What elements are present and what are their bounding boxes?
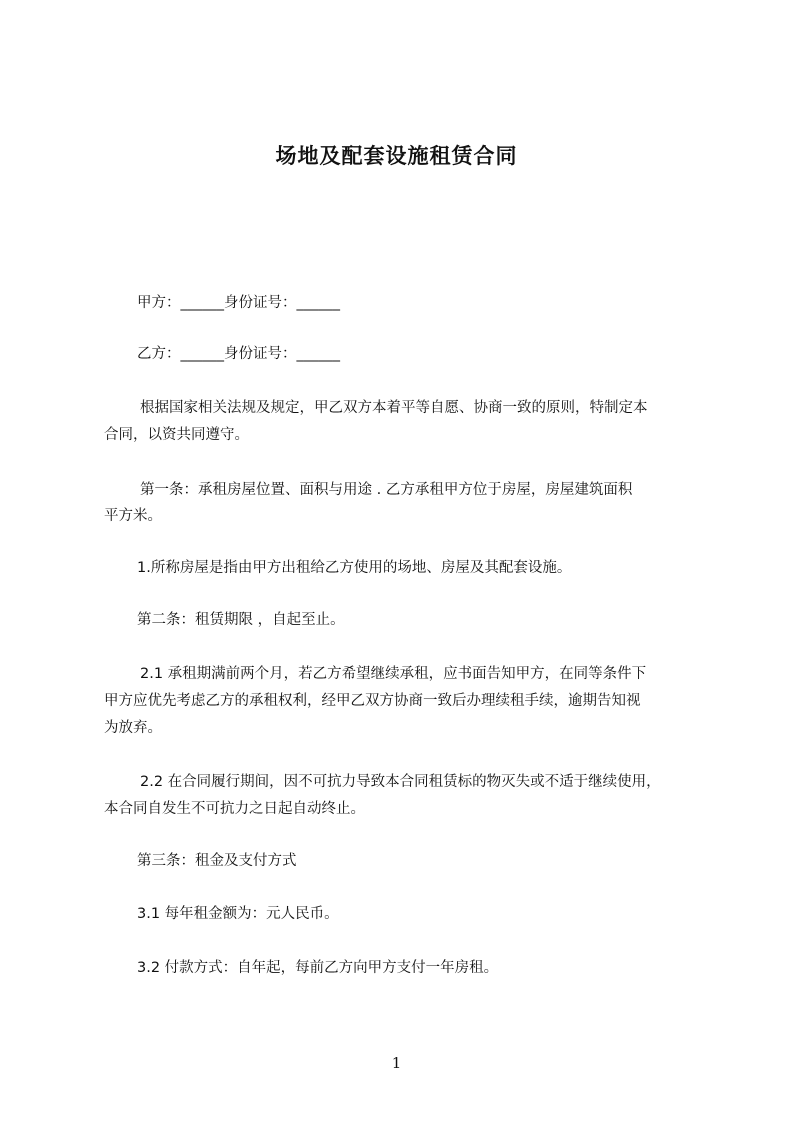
clause-2-1-line-1: 2.1 承租期满前两个月，若乙方希望继续承租，应书面告知甲方，在同等条件下 <box>140 666 647 682</box>
party-b-line: 乙方：______身份证号：______ <box>137 346 340 362</box>
article-1-line-1: 第一条：承租房屋位置、面积与用途 . 乙方承租甲方位于房屋，房屋建筑面积 <box>140 482 633 498</box>
party-a-line: 甲方：______身份证号：______ <box>137 295 340 311</box>
clause-3-2: 3.2 付款方式：自年起，每前乙方向甲方支付一年房租。 <box>137 960 499 976</box>
clause-2-1-line-2: 甲方应优先考虑乙方的承租权利，经甲乙双方协商一致后办理续租手续，逾期告知视 <box>104 693 641 709</box>
document-title: 场地及配套设施租赁合同 <box>275 144 518 168</box>
article-3: 第三条：租金及支付方式 <box>137 853 297 869</box>
clause-2-2-line-1: 2.2 在合同履行期间，因不可抗力导致本合同租赁标的物灭失或不适于继续使用， <box>140 774 661 790</box>
clause-2-1-line-3: 为放弃。 <box>104 720 162 736</box>
clause-3-1: 3.1 每年租金额为：元人民币。 <box>137 906 339 922</box>
clause-1: 1.所称房屋是指由甲方出租给乙方使用的场地、房屋及其配套设施。 <box>137 560 572 576</box>
page-number: 1 <box>391 1054 402 1072</box>
intro-paragraph-line-2: 合同，以资共同遵守。 <box>104 427 249 443</box>
article-1-line-2: 平方米。 <box>104 508 162 524</box>
article-2: 第二条：租赁期限 ，自起至止。 <box>137 612 345 628</box>
clause-2-2-line-2: 本合同自发生不可抗力之日起自动终止。 <box>104 801 365 817</box>
intro-paragraph-line-1: 根据国家相关法规及规定，甲乙双方本着平等自愿、协商一致的原则，特制定本 <box>140 400 648 416</box>
